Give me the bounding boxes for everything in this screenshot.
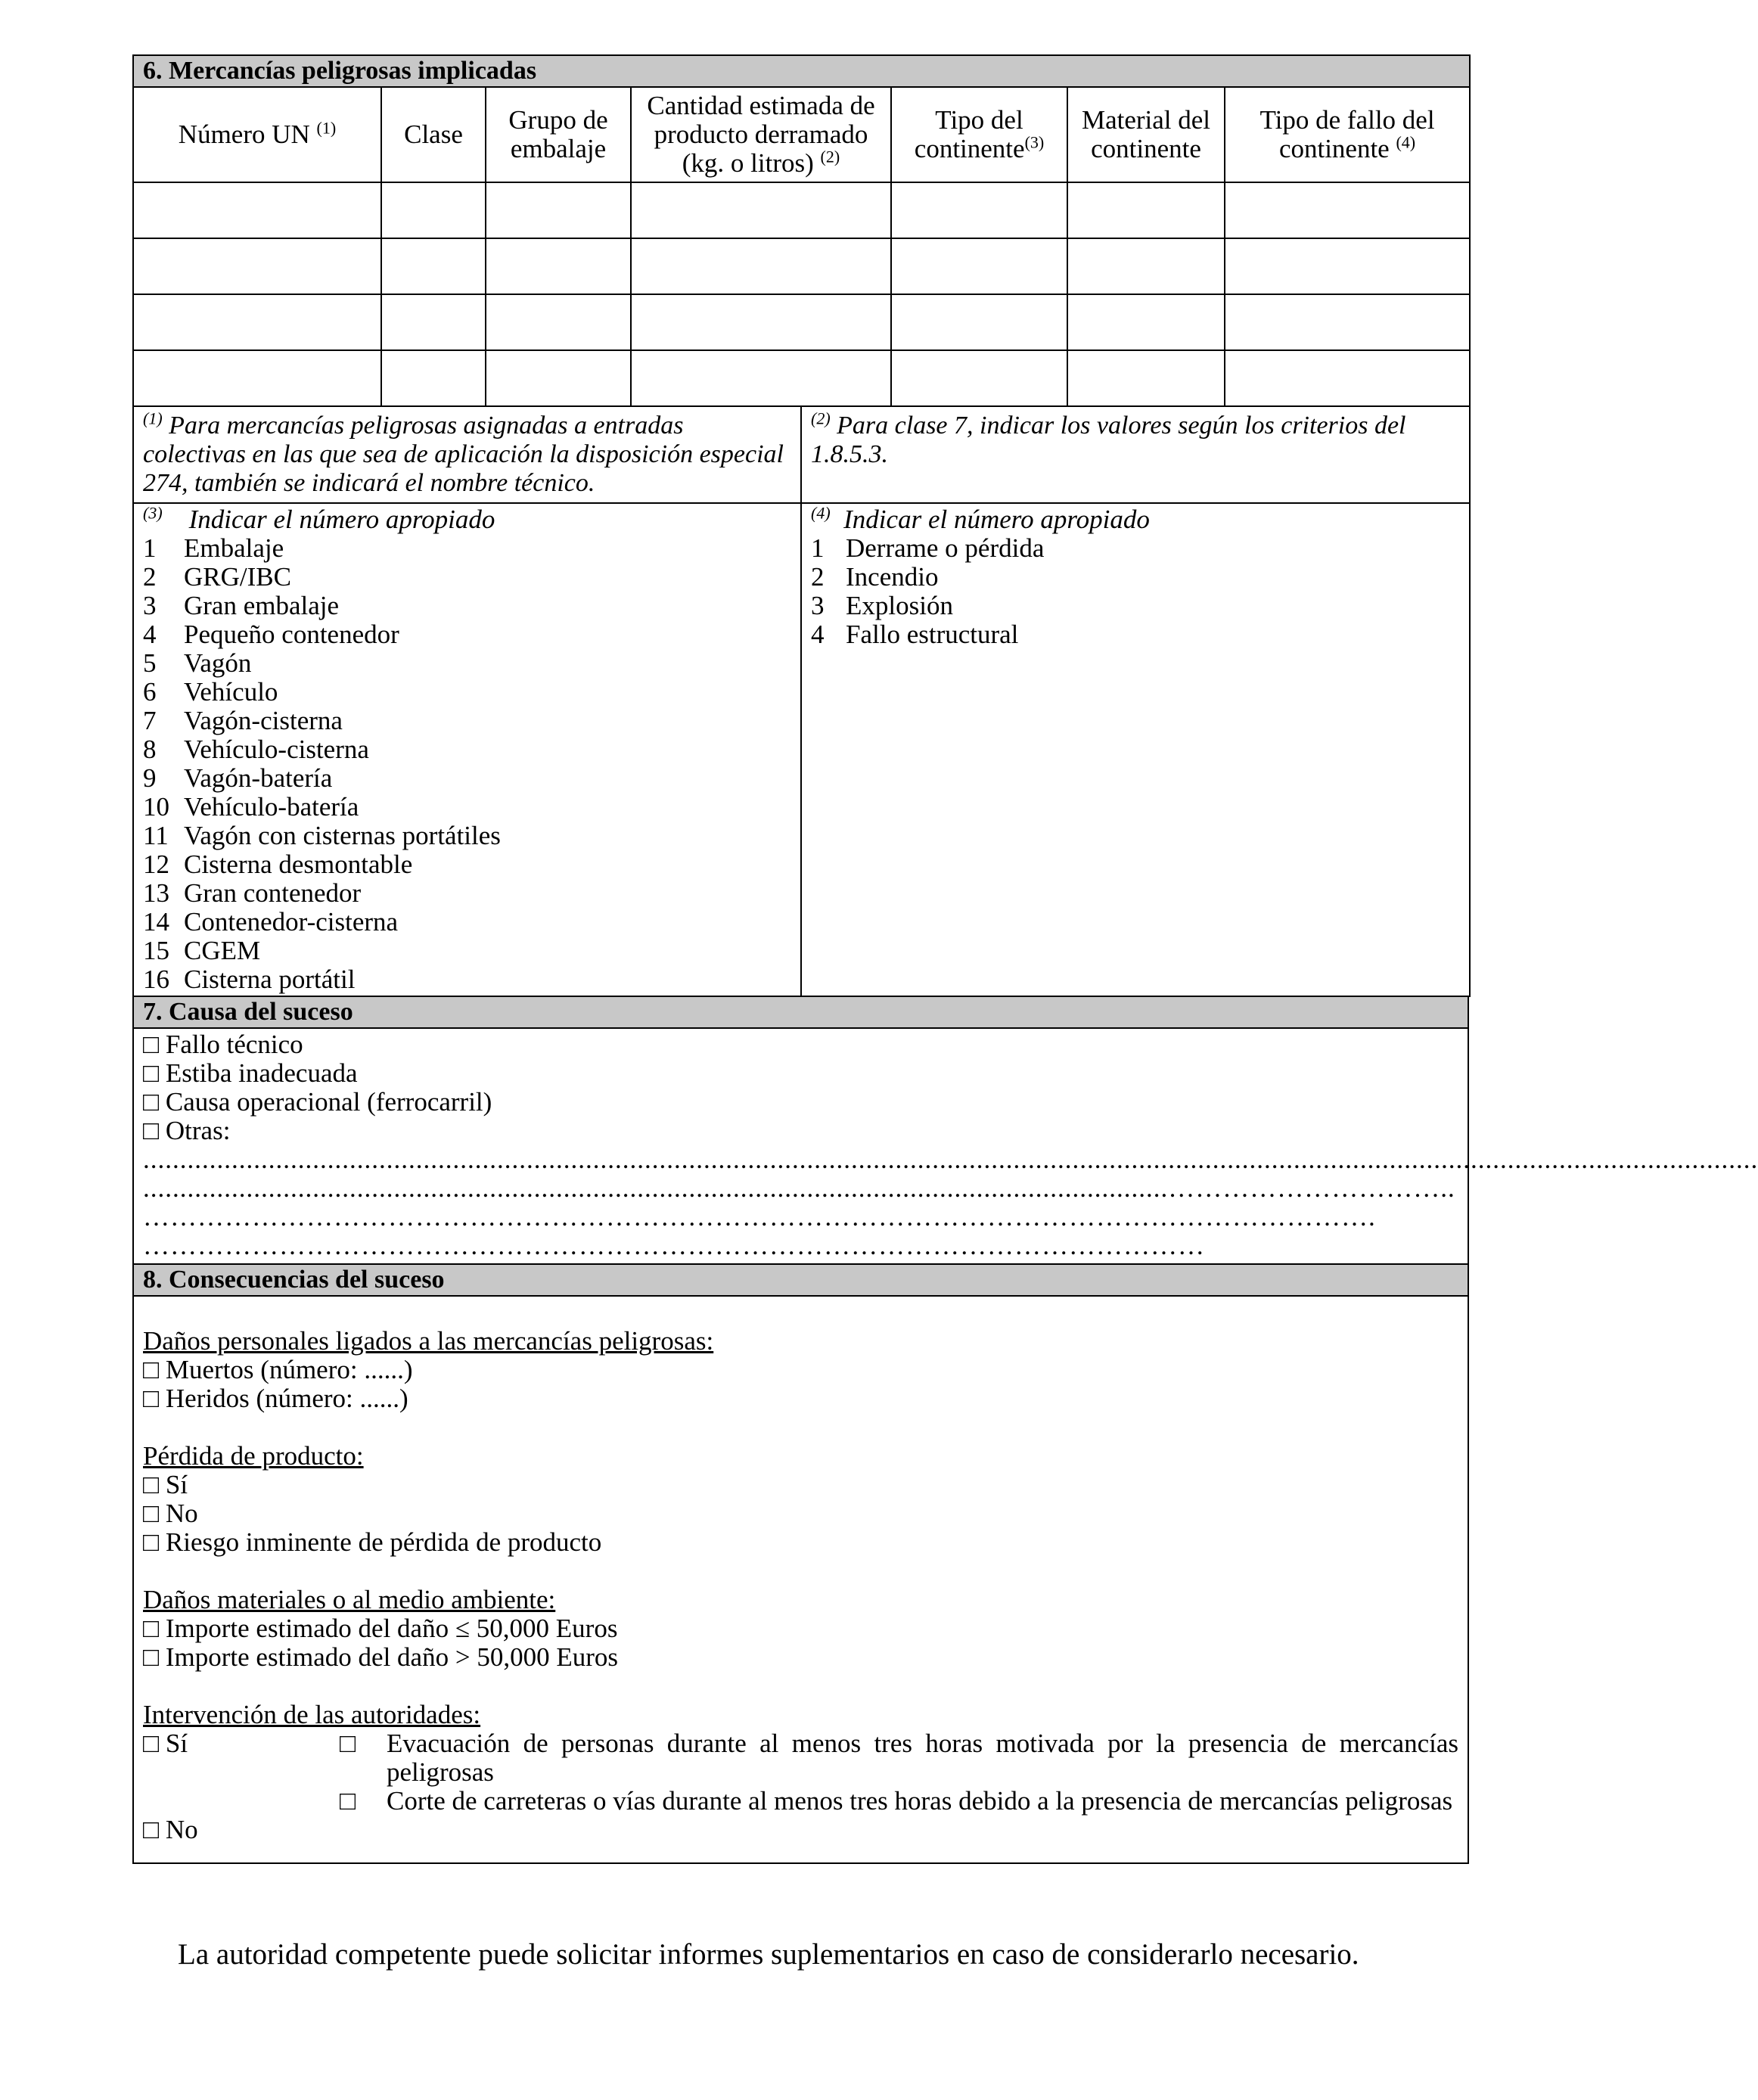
checkbox-authorities-yes[interactable]: □ Sí	[143, 1729, 188, 1758]
table-cell[interactable]	[133, 294, 381, 350]
footer-note: La autoridad competente puede solicitar informes suplementarios en caso de considerarlo necesario.	[178, 1938, 1359, 1971]
notes-table	[132, 405, 1471, 997]
table-cell[interactable]	[1067, 238, 1225, 294]
section-6-title: 6. Mercancías peligrosas implicadas	[133, 55, 1470, 87]
material-damage-heading: Daños materiales o al medio ambiente:	[143, 1585, 556, 1614]
table-cell[interactable]	[133, 238, 381, 294]
table-cell[interactable]	[1225, 182, 1470, 238]
table-cell[interactable]	[631, 350, 891, 406]
checkbox-operational-cause[interactable]: □ Causa operacional (ferrocarril)	[143, 1087, 492, 1117]
dotted-line[interactable]: ………………………………………………………………………………………………………	[143, 1231, 1205, 1260]
checkbox-damage-high[interactable]: □ Importe estimado del daño > 50,000 Euros	[143, 1642, 618, 1672]
evacuation-label: Evacuación de personas durante al menos tres horas motivada por la presencia de mercancías peligrosas	[387, 1729, 1458, 1787]
list-item: 9 Vagón-batería	[143, 763, 333, 793]
col-header-un-number: Número UN $^{(1)}$	[133, 87, 381, 182]
table-row	[133, 350, 1470, 406]
col-header-container-material: Material del continente	[1067, 87, 1225, 182]
list-item: 12 Cisterna desmontable	[143, 850, 413, 879]
dotted-line[interactable]: ……………………………………………………………………………………………………………………….	[143, 1202, 1376, 1232]
table-cell[interactable]	[1225, 294, 1470, 350]
table-cell[interactable]	[631, 238, 891, 294]
failure-type-list	[801, 503, 1470, 996]
table-cell[interactable]	[133, 182, 381, 238]
table-cell[interactable]	[381, 350, 486, 406]
checkbox-damage-low[interactable]: □ Importe estimado del daño ≤ 50,000 Euros	[143, 1614, 618, 1643]
list-item: 13 Gran contenedor	[143, 878, 362, 908]
checkbox-loss-yes[interactable]: □ Sí	[143, 1470, 188, 1499]
list-item: 16 Cisterna portátil	[143, 965, 356, 994]
table-cell[interactable]	[631, 294, 891, 350]
list-item: 15 CGEM	[143, 936, 261, 965]
list-item: 10 Vehículo-batería	[143, 792, 359, 822]
list-item: 4 Pequeño contenedor	[143, 620, 399, 649]
table-cell[interactable]	[891, 182, 1067, 238]
table-cell[interactable]	[381, 182, 486, 238]
checkbox-authorities-no[interactable]: □ No	[143, 1815, 198, 1844]
table-cell[interactable]	[891, 238, 1067, 294]
list-item: 3 Gran embalaje	[143, 591, 340, 620]
checkbox-road-closure[interactable]: □	[340, 1786, 356, 1816]
footnote-1: $^{(1)}$ Para mercancías peligrosas asignadas a entradas colectivas en las que sea de aplicación la disposición especial 274, también se indicará el nombre técnico.	[133, 406, 801, 503]
table-row	[133, 238, 1470, 294]
list-item: 1 Embalaje	[143, 533, 284, 563]
list-item: 11 Vagón con cisternas portátiles	[143, 821, 501, 850]
list-item: 3 Explosión	[811, 591, 953, 620]
consequences-body	[133, 1296, 1468, 1863]
table-cell[interactable]	[486, 182, 631, 238]
checkbox-injured[interactable]: □ Heridos (número: ......)	[143, 1384, 408, 1413]
table-cell[interactable]	[381, 294, 486, 350]
table-cell[interactable]	[1067, 350, 1225, 406]
authorities-yes-row	[143, 1729, 1458, 1787]
table-cell[interactable]	[1225, 238, 1470, 294]
authorities-heading: Intervención de las autoridades:	[143, 1700, 481, 1729]
col-header-failure-type: Tipo de fallo del continente $^{(4)}$	[1225, 87, 1470, 182]
checkbox-imminent-risk[interactable]: □ Riesgo inminente de pérdida de producto	[143, 1527, 602, 1557]
table-cell[interactable]	[381, 238, 486, 294]
failure-type-list-title: $^{(4)}$ Indicar el número apropiado	[811, 503, 1150, 534]
table-cell[interactable]	[486, 294, 631, 350]
list-item: 2 Incendio	[811, 562, 939, 592]
list-item: 14 Contenedor-cisterna	[143, 907, 399, 937]
list-item: 5 Vagón	[143, 648, 252, 678]
table-cell[interactable]	[631, 182, 891, 238]
col-header-packing-group: Grupo de embalaje	[486, 87, 631, 182]
table-cell[interactable]	[891, 294, 1067, 350]
section-7-table	[132, 996, 1758, 1265]
table-cell[interactable]	[1225, 350, 1470, 406]
table-cell[interactable]	[486, 238, 631, 294]
table-row	[133, 294, 1470, 350]
list-item: 2 GRG/IBC	[143, 562, 291, 592]
col-header-estimated-quantity: Cantidad estimada de producto derramado (kg. o litros) $^{(2)}$	[631, 87, 891, 182]
section-8-table	[132, 1263, 1469, 1864]
section-8-title: 8. Consecuencias del suceso	[133, 1264, 1468, 1296]
checkbox-other[interactable]: □ Otras:	[143, 1116, 231, 1145]
personal-damage-heading: Daños personales ligados a las mercancías peligrosas:	[143, 1326, 714, 1356]
table-row	[133, 182, 1470, 238]
cause-options	[133, 1028, 1758, 1264]
road-closure-label: Corte de carreteras o vías durante al menos tres horas debido a la presencia de mercancías peligrosas	[387, 1786, 1453, 1816]
checkbox-loss-no[interactable]: □ No	[143, 1499, 198, 1528]
checkbox-technical-failure[interactable]: □ Fallo técnico	[143, 1030, 303, 1059]
table-cell[interactable]	[891, 350, 1067, 406]
dotted-line[interactable]: ...........................................................................................................................................................................................................................	[143, 1145, 1758, 1174]
table-cell[interactable]	[133, 350, 381, 406]
col-header-class: Clase	[381, 87, 486, 182]
product-loss-heading: Pérdida de producto:	[143, 1441, 364, 1471]
table-cell[interactable]	[486, 350, 631, 406]
checkbox-evacuation[interactable]: □	[340, 1729, 356, 1758]
container-type-list	[133, 503, 801, 996]
list-item: 8 Vehículo-cisterna	[143, 735, 369, 764]
authorities-road-closure-row	[143, 1787, 1458, 1816]
footnote-2: $^{(2)}$ Para clase 7, indicar los valores según los criterios del 1.8.5.3.	[801, 406, 1470, 503]
list-item: 6 Vehículo	[143, 677, 278, 707]
table-cell[interactable]	[1067, 294, 1225, 350]
section-7-title: 7. Causa del suceso	[133, 996, 1468, 1028]
checkbox-deaths[interactable]: □ Muertos (número: ......)	[143, 1355, 413, 1384]
col-header-container-type: Tipo del continente$^{(3)}$	[891, 87, 1067, 182]
checkbox-improper-stowage[interactable]: □ Estiba inadecuada	[143, 1058, 358, 1088]
list-item: 7 Vagón-cisterna	[143, 706, 343, 735]
table-cell[interactable]	[1067, 182, 1225, 238]
dangerous-goods-table	[132, 54, 1471, 407]
list-item: 4 Fallo estructural	[811, 620, 1019, 649]
container-type-list-title: $^{(3)}$ Indicar el número apropiado	[143, 503, 495, 534]
dotted-line[interactable]: ...........................................................................................................................................…………………………..	[143, 1173, 1455, 1203]
list-item: 1 Derrame o pérdida	[811, 533, 1045, 563]
incident-report-form	[132, 54, 1758, 1864]
